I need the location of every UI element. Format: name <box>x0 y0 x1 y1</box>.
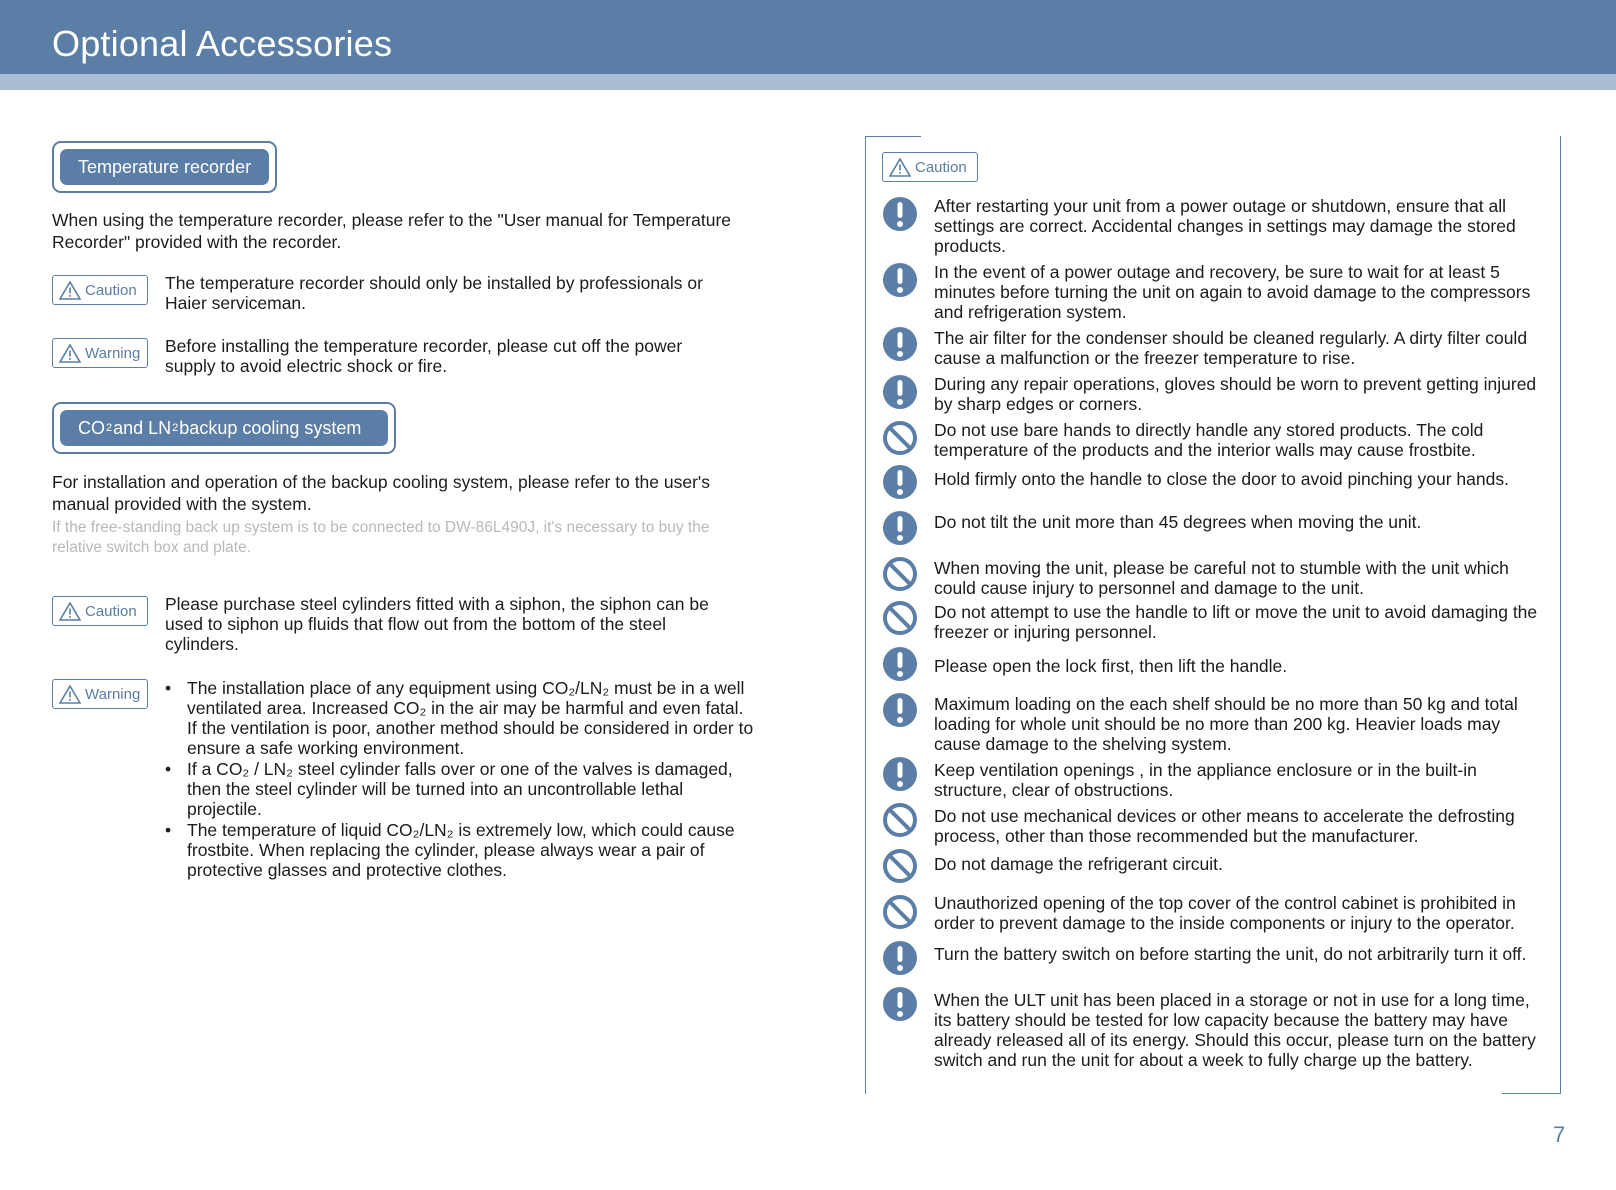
panel-frame-bottom <box>1502 1093 1561 1094</box>
safety-text: Turn the battery switch on before starting the unit, do not arbitrarily turn it off. <box>934 944 1527 964</box>
backup-cooling-faded-note: If the free-standing back up system is to be connected to DW-86L490J, it's necessary to buy the relative switch box and plate. <box>52 519 710 556</box>
prohibited-icon <box>882 600 918 636</box>
panel-frame-left <box>865 136 866 1094</box>
backup-cooling-label <box>52 402 396 454</box>
safety-text: The air filter for the condenser should be cleaned regularly. A dirty filter could cause a malfunction or the freezer temperature to rise. <box>934 328 1528 368</box>
safety-text: Maximum loading on the each shelf should be no more than 50 kg and total loading for whole unit should be no more than 200 kg. Heavier loads may cause damage to the shelving system. <box>934 694 1518 754</box>
exclamation-icon <box>882 196 918 232</box>
safety-text: Unauthorized opening of the top cover of the control cabinet is prohibited in order to prevent damage to the inside components or injury to the operator. <box>934 893 1516 933</box>
temperature-recorder-label <box>52 141 277 193</box>
backup-cooling-warning-list <box>165 678 755 881</box>
temperature-recorder-warning-text: Before installing the temperature recorder, please cut off the power supply to avoid electric shock or fire. <box>165 336 683 376</box>
safety-text: Please open the lock first, then lift the handle. <box>934 656 1288 676</box>
safety-text: Do not tilt the unit more than 45 degrees when moving the unit. <box>934 512 1422 532</box>
exclamation-icon <box>882 646 918 682</box>
list-item: • The temperature of liquid CO₂/LN₂ is extremely low, which could cause frostbite. When replacing the cylinder, please always wear a pair of protective glasses and protective clothes. <box>165 820 735 880</box>
exclamation-icon <box>882 940 918 976</box>
exclamation-icon <box>882 464 918 500</box>
backup-cooling-label-text: CO 2 and LN 2 backup cooling system <box>60 410 388 446</box>
warning-triangle-icon <box>59 685 81 704</box>
safety-text: During any repair operations, gloves should be worn to prevent getting injured by sharp edges or corners. <box>934 374 1537 414</box>
safety-text: When moving the unit, please be careful not to stumble with the unit which could cause injury to personnel and damage to the unit. <box>934 558 1509 598</box>
prohibited-icon <box>882 420 918 456</box>
exclamation-icon <box>882 374 918 410</box>
page-header <box>0 0 1616 74</box>
warning-tag-label: Warning <box>85 685 141 703</box>
warning-tag-label: Warning <box>85 344 141 362</box>
temperature-recorder-caution-text: The temperature recorder should only be installed by professionals or Haier serviceman. <box>165 273 703 313</box>
prohibited-icon <box>882 894 918 930</box>
exclamation-icon <box>882 692 918 728</box>
safety-text: Do not damage the refrigerant circuit. <box>934 854 1223 874</box>
caution-tag <box>52 275 148 305</box>
exclamation-icon <box>882 262 918 298</box>
warning-triangle-icon <box>59 281 81 300</box>
caution-tag <box>52 596 148 626</box>
warning-triangle-icon <box>59 602 81 621</box>
warning-tag <box>52 679 148 709</box>
safety-text: Do not attempt to use the handle to lift or move the unit to avoid damaging the freezer or injuring personnel. <box>934 602 1538 642</box>
safety-text: After restarting your unit from a power outage or shutdown, ensure that all settings are correct. Accidental changes in settings may damage the stored products. <box>934 196 1516 256</box>
exclamation-icon <box>882 510 918 546</box>
warning-triangle-icon <box>59 344 81 363</box>
exclamation-icon <box>882 756 918 792</box>
temperature-recorder-label-text: Temperature recorder <box>60 149 269 185</box>
backup-cooling-intro: For installation and operation of the backup cooling system, please refer to the user's manual provided with the system. <box>52 472 711 514</box>
panel-frame-top <box>865 136 921 137</box>
caution-tag-label: Caution <box>85 281 137 299</box>
safety-text: Keep ventilation openings , in the appliance enclosure or in the built-in structure, clear of obstructions. <box>934 760 1477 800</box>
list-item: • If a CO₂ / LN₂ steel cylinder falls over or one of the valves is damaged, then the steel cylinder will be turned into an uncontrollable lethal projectile. <box>165 759 733 819</box>
prohibited-icon <box>882 848 918 884</box>
caution-tag-label: Caution <box>915 158 967 176</box>
page-title: Optional Accessories <box>52 23 393 64</box>
warning-tag <box>52 338 148 368</box>
safety-text: Do not use bare hands to directly handle any stored products. The cold temperature of the products and the interior walls may cause frostbite. <box>934 420 1484 460</box>
caution-tag <box>882 152 978 182</box>
list-item: • The installation place of any equipment using CO₂/LN₂ must be in a well ventilated area. Increased CO₂ in the air may be harmful and even fatal. If the ventilation is poor, another method should be considered in order to ensure a safe working environment. <box>165 678 754 758</box>
prohibited-icon <box>882 802 918 838</box>
prohibited-icon <box>882 556 918 592</box>
backup-cooling-caution-text: Please purchase steel cylinders fitted with a siphon, the siphon can be used to siphon up fluids that flow out from the bottom of the steel cylinders. <box>165 594 709 654</box>
safety-text: Do not use mechanical devices or other means to accelerate the defrosting process, other than those recommended but the manufacturer. <box>934 806 1515 846</box>
warning-triangle-icon <box>889 158 911 177</box>
header-strip <box>0 74 1616 90</box>
exclamation-icon <box>882 326 918 362</box>
safety-text: In the event of a power outage and recovery, be sure to wait for at least 5 minutes before turning the unit on again to avoid damage to the compressors and refrigeration system. <box>934 262 1531 322</box>
page-number: 7 <box>1553 1122 1566 1147</box>
caution-tag-label: Caution <box>85 602 137 620</box>
temperature-recorder-intro: When using the temperature recorder, please refer to the "User manual for Temperature Recorder" provided with the recorder. <box>52 210 732 252</box>
exclamation-icon <box>882 986 918 1022</box>
safety-text: Hold firmly onto the handle to close the door to avoid pinching your hands. <box>934 469 1509 489</box>
panel-frame-right <box>1560 136 1561 1094</box>
safety-text: When the ULT unit has been placed in a storage or not in use for a long time, its battery should be tested for low capacity because the battery may have already released all of its energy. Should this occur, please turn on the battery switch and run the unit for about a week to fully charge up the battery. <box>934 990 1536 1070</box>
